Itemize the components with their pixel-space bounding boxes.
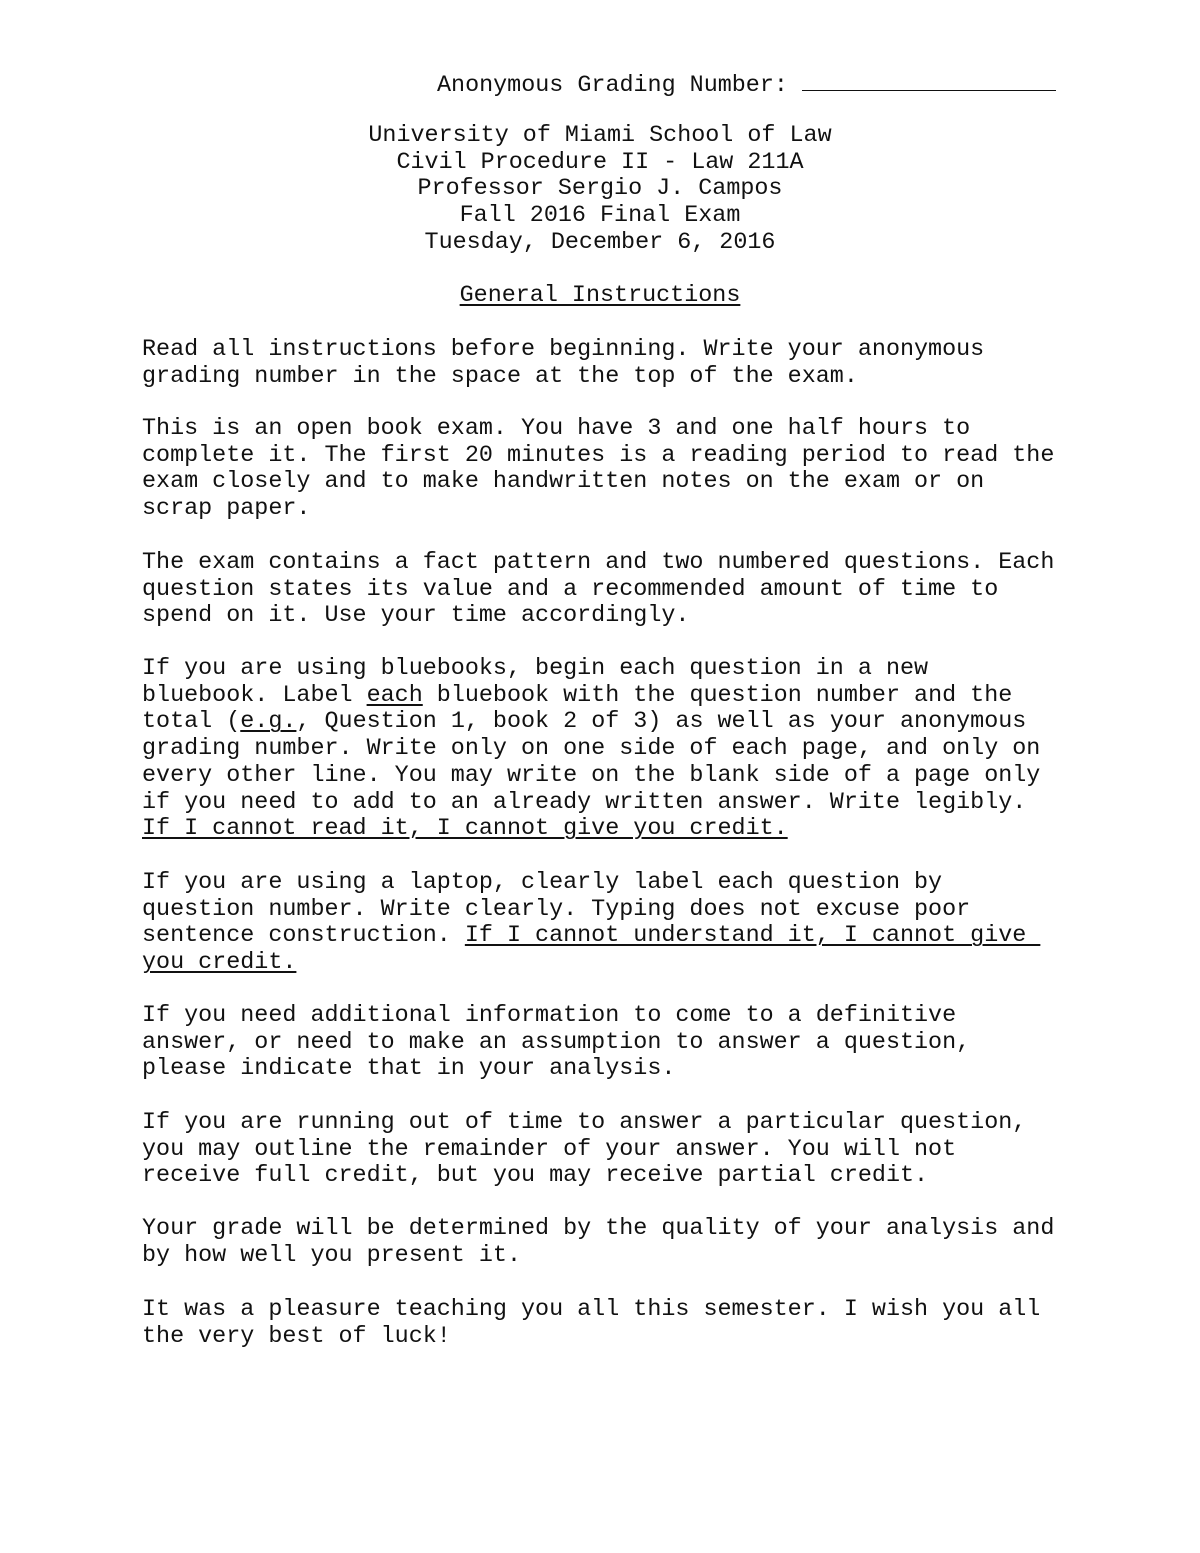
paragraph-line [142, 950, 1082, 977]
paragraph-line: If you need additional information to come to a definitive [142, 1003, 957, 1029]
emphasis-understand-warning-cont: you credit. [142, 950, 297, 977]
exam-date: Tuesday, December 6, 2016 [424, 229, 776, 256]
course-name: Civil Procedure II - Law 211A [396, 149, 804, 176]
paragraph-line: The exam contains a fact pattern and two numbered questions. Each [142, 550, 1055, 576]
paragraph-line [142, 683, 1082, 710]
grading-number-header [437, 70, 1056, 100]
paragraph-line: please indicate that in your analysis. [142, 1056, 676, 1083]
emphasis-each: each [366, 682, 423, 709]
paragraph-read-instructions [142, 337, 1082, 390]
line-segment: bluebook with the question number and the [422, 682, 1013, 709]
paragraph-line [142, 816, 1082, 843]
emphasis-eg: e.g. [240, 709, 297, 736]
grading-number-label: Anonymous Grading Number: [437, 73, 788, 99]
line-segment: , Question 1, book 2 of 3) as well as your anonymous [296, 709, 1027, 736]
paragraph-line: grading number. Write only on one side of each page, and only on [142, 736, 1041, 763]
paragraph-line: spend on it. Use your time accordingly. [142, 603, 690, 630]
paragraph-line: if you need to add to an already written answer. Write legibly. [142, 789, 1027, 816]
paragraph-grading [142, 1216, 1082, 1269]
paragraph-line: every other line. You may write on the blank side of a page only [142, 762, 1041, 789]
section-heading-text: General Instructions [459, 283, 741, 309]
paragraph-exam-contents [142, 550, 1082, 630]
paragraph-line: If you are using a laptop, clearly label each question by [142, 870, 943, 896]
paragraph-bluebooks [142, 656, 1082, 843]
paragraph-line: This is an open book exam. You have 3 and one half hours to [142, 416, 971, 442]
professor-name: Professor Sergio J. Campos [417, 176, 783, 203]
paragraph-running-out-of-time [142, 1110, 1082, 1190]
exam-name: Fall 2016 Final Exam [459, 203, 741, 230]
paragraph-line: question states its value and a recommended amount of time to [142, 576, 999, 603]
paragraph-line: by how well you present it. [142, 1242, 521, 1269]
section-heading [0, 283, 1200, 310]
paragraph-open-book [142, 416, 1082, 523]
paragraph-line: scrap paper. [142, 496, 311, 523]
paragraph-line [142, 923, 1082, 950]
paragraph-additional-info [142, 1003, 1082, 1083]
paragraph-line: complete it. The first 20 minutes is a reading period to read the [142, 442, 1055, 469]
line-segment: sentence construction. [142, 923, 465, 950]
emphasis-understand-warning: If I cannot understand it, I cannot give [464, 923, 1041, 950]
paragraph-line: It was a pleasure teaching you all this semester. I wish you all [142, 1297, 1041, 1323]
line-segment: bluebook. Label [142, 682, 367, 709]
paragraph-line: receive full credit, but you may receive partial credit. [142, 1163, 929, 1190]
paragraph-closing [142, 1297, 1082, 1350]
paragraph-line: grading number in the space at the top of the exam. [142, 363, 858, 390]
paragraph-line: question number. Write clearly. Typing does not excuse poor [142, 896, 971, 923]
paragraph-line: If you are using bluebooks, begin each question in a new [142, 656, 929, 682]
paragraph-line: answer, or need to make an assumption to answer a question, [142, 1029, 971, 1056]
emphasis-legibility-warning: If I cannot read it, I cannot give you credit. [142, 816, 788, 843]
grading-number-blank[interactable] [802, 70, 1056, 91]
school-name: University of Miami School of Law [368, 123, 832, 149]
line-segment: total ( [142, 709, 241, 736]
paragraph-line: exam closely and to make handwritten notes on the exam or on [142, 469, 985, 496]
paragraph-laptop [142, 870, 1082, 977]
paragraph-line: If you are running out of time to answer a particular question, [142, 1110, 1027, 1136]
paragraph-line [142, 709, 1082, 736]
paragraph-line: you may outline the remainder of your answer. You will not [142, 1136, 957, 1163]
title-block [0, 123, 1200, 257]
paragraph-line: Read all instructions before beginning. Write your anonymous [142, 337, 985, 363]
paragraph-line: the very best of luck! [142, 1323, 451, 1350]
paragraph-line: Your grade will be determined by the quality of your analysis and [142, 1216, 1055, 1242]
